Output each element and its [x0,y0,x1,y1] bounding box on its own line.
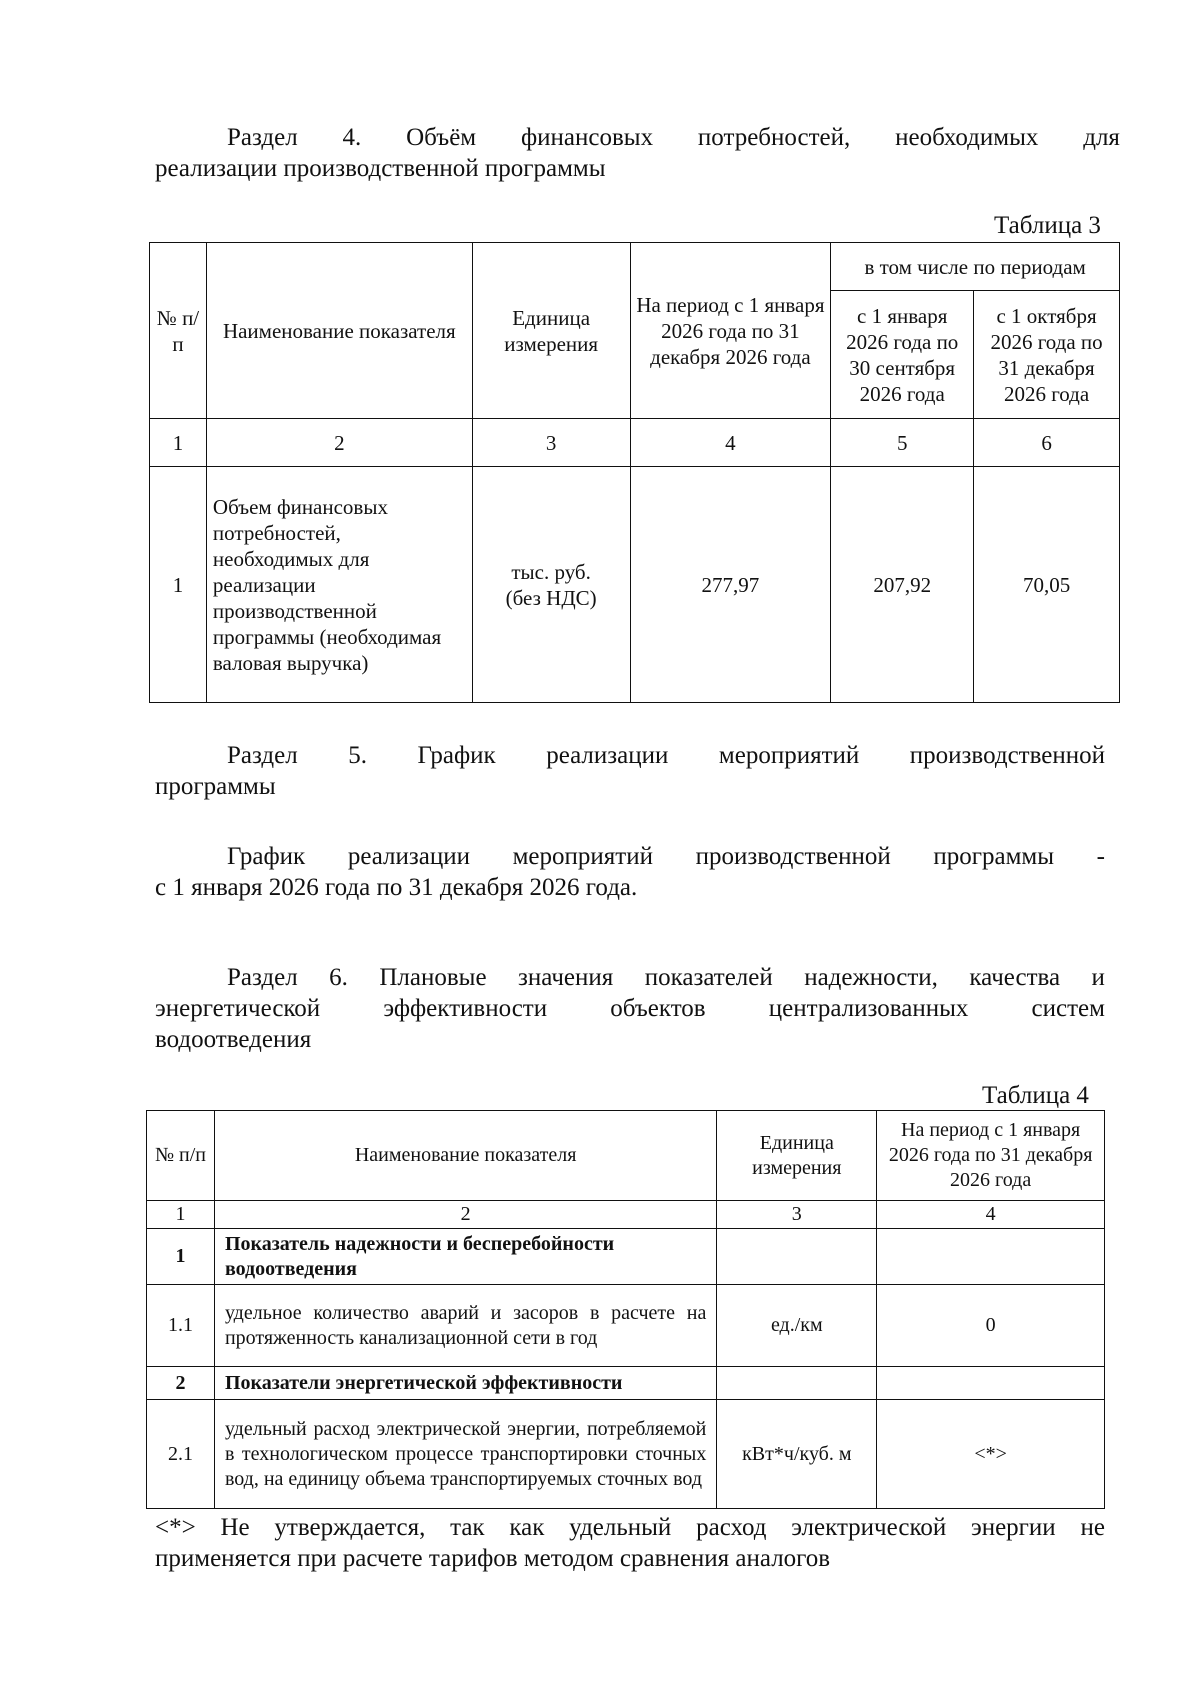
t4-row-num: 2.1 [147,1400,215,1509]
t3-colnum: 2 [206,419,472,467]
t3-row-num: 1 [150,467,207,703]
section4-heading [155,122,1120,184]
section5-body [155,841,1105,903]
t4-row-value: 0 [877,1285,1105,1367]
t3-header-unit: Единица измерения [472,243,630,419]
t4-row-unit [717,1367,877,1400]
table4-caption: Таблица 4 [982,1082,1089,1109]
t4-row-value [877,1367,1105,1400]
t4-header-unit: Единица измерения [717,1111,877,1201]
t4-header-name: Наименование показателя [214,1111,716,1201]
t3-header-period1: с 1 января 2026 года по 30 сентября 2026 года [831,291,974,419]
t3-row-p1: 207,92 [831,467,974,703]
t4-row-num: 1.1 [147,1285,215,1367]
t4-row-value [877,1229,1105,1285]
t4-colnum: 2 [214,1201,716,1229]
t4-row-name: удельный расход электрической энергии, потребляемой в технологическом процессе транспортировки сточных вод, на единицу объема транспортируемых сточных вод [214,1400,716,1509]
t3-header-period2: с 1 октября 2026 года по 31 декабря 2026 года [974,291,1120,419]
t3-colnum: 5 [831,419,974,467]
t3-colnum: 3 [472,419,630,467]
t3-row-p2: 70,05 [974,467,1120,703]
t4-header-num: № п/п [147,1111,215,1201]
t4-row-num: 2 [147,1367,215,1400]
table4 [146,1110,1105,1509]
footnote-line2: применяется при расчете тарифов методом сравнения аналогов [155,1545,831,1572]
t4-row-unit [717,1229,877,1285]
t3-row-unit: тыс. руб. (без НДС) [472,467,630,703]
t4-colnum: 3 [717,1201,877,1229]
section5-body-line2: с 1 января 2026 года по 31 декабря 2026 года. [155,874,638,901]
t4-row-name: Показатели энергетической эффективности [214,1367,716,1400]
section4-line2: реализации производственной программы [155,155,606,182]
section5-line2: программы [155,773,276,800]
t3-header-name: Наименование показателя [206,243,472,419]
t4-row-value: <*> [877,1400,1105,1509]
section6-line1: Раздел 6. Плановые значения показателей надежности, качества и [227,964,1105,991]
t3-colnum: 4 [630,419,831,467]
t4-row-name: Показатель надежности и бесперебойности водоотведения [214,1229,716,1285]
t3-header-period: На период с 1 января 2026 года по 31 декабря 2026 года [630,243,831,419]
section5-heading [155,740,1105,802]
table3-caption: Таблица 3 [994,212,1101,239]
section6-line2: энергетической эффективности объектов централизованных систем [155,995,1105,1022]
section6-heading [155,962,1105,1055]
t4-row-unit: кВт*ч/куб. м [717,1400,877,1509]
section4-line1: Раздел 4. Объём финансовых потребностей, необходимых для [227,124,1120,151]
t3-colnum: 6 [974,419,1120,467]
t4-colnum: 4 [877,1201,1105,1229]
t3-header-num: № п/п [150,243,207,419]
t4-row-name: удельное количество аварий и засоров в расчете на протяженность канализационной сети в год [214,1285,716,1367]
t4-header-period: На период с 1 января 2026 года по 31 декабря 2026 года [877,1111,1105,1201]
t3-header-subperiods: в том числе по периодам [831,243,1120,291]
section5-line1: Раздел 5. График реализации мероприятий производственной [227,742,1105,769]
section6-line3: водоотведения [155,1026,312,1053]
t3-colnum: 1 [150,419,207,467]
t3-row-name: Объем финансовых потребностей, необходимых для реализации производственной программы (необходимая валовая выручка) [206,467,472,703]
t3-row-total: 277,97 [630,467,831,703]
section5-body-line1: График реализации мероприятий производственной программы - [227,843,1105,870]
footnote [155,1512,1105,1574]
t4-row-num: 1 [147,1229,215,1285]
t4-colnum: 1 [147,1201,215,1229]
table3 [149,242,1120,703]
footnote-line1: <*> Не утверждается, так как удельный расход электрической энергии не [155,1514,1105,1541]
t4-row-unit: ед./км [717,1285,877,1367]
